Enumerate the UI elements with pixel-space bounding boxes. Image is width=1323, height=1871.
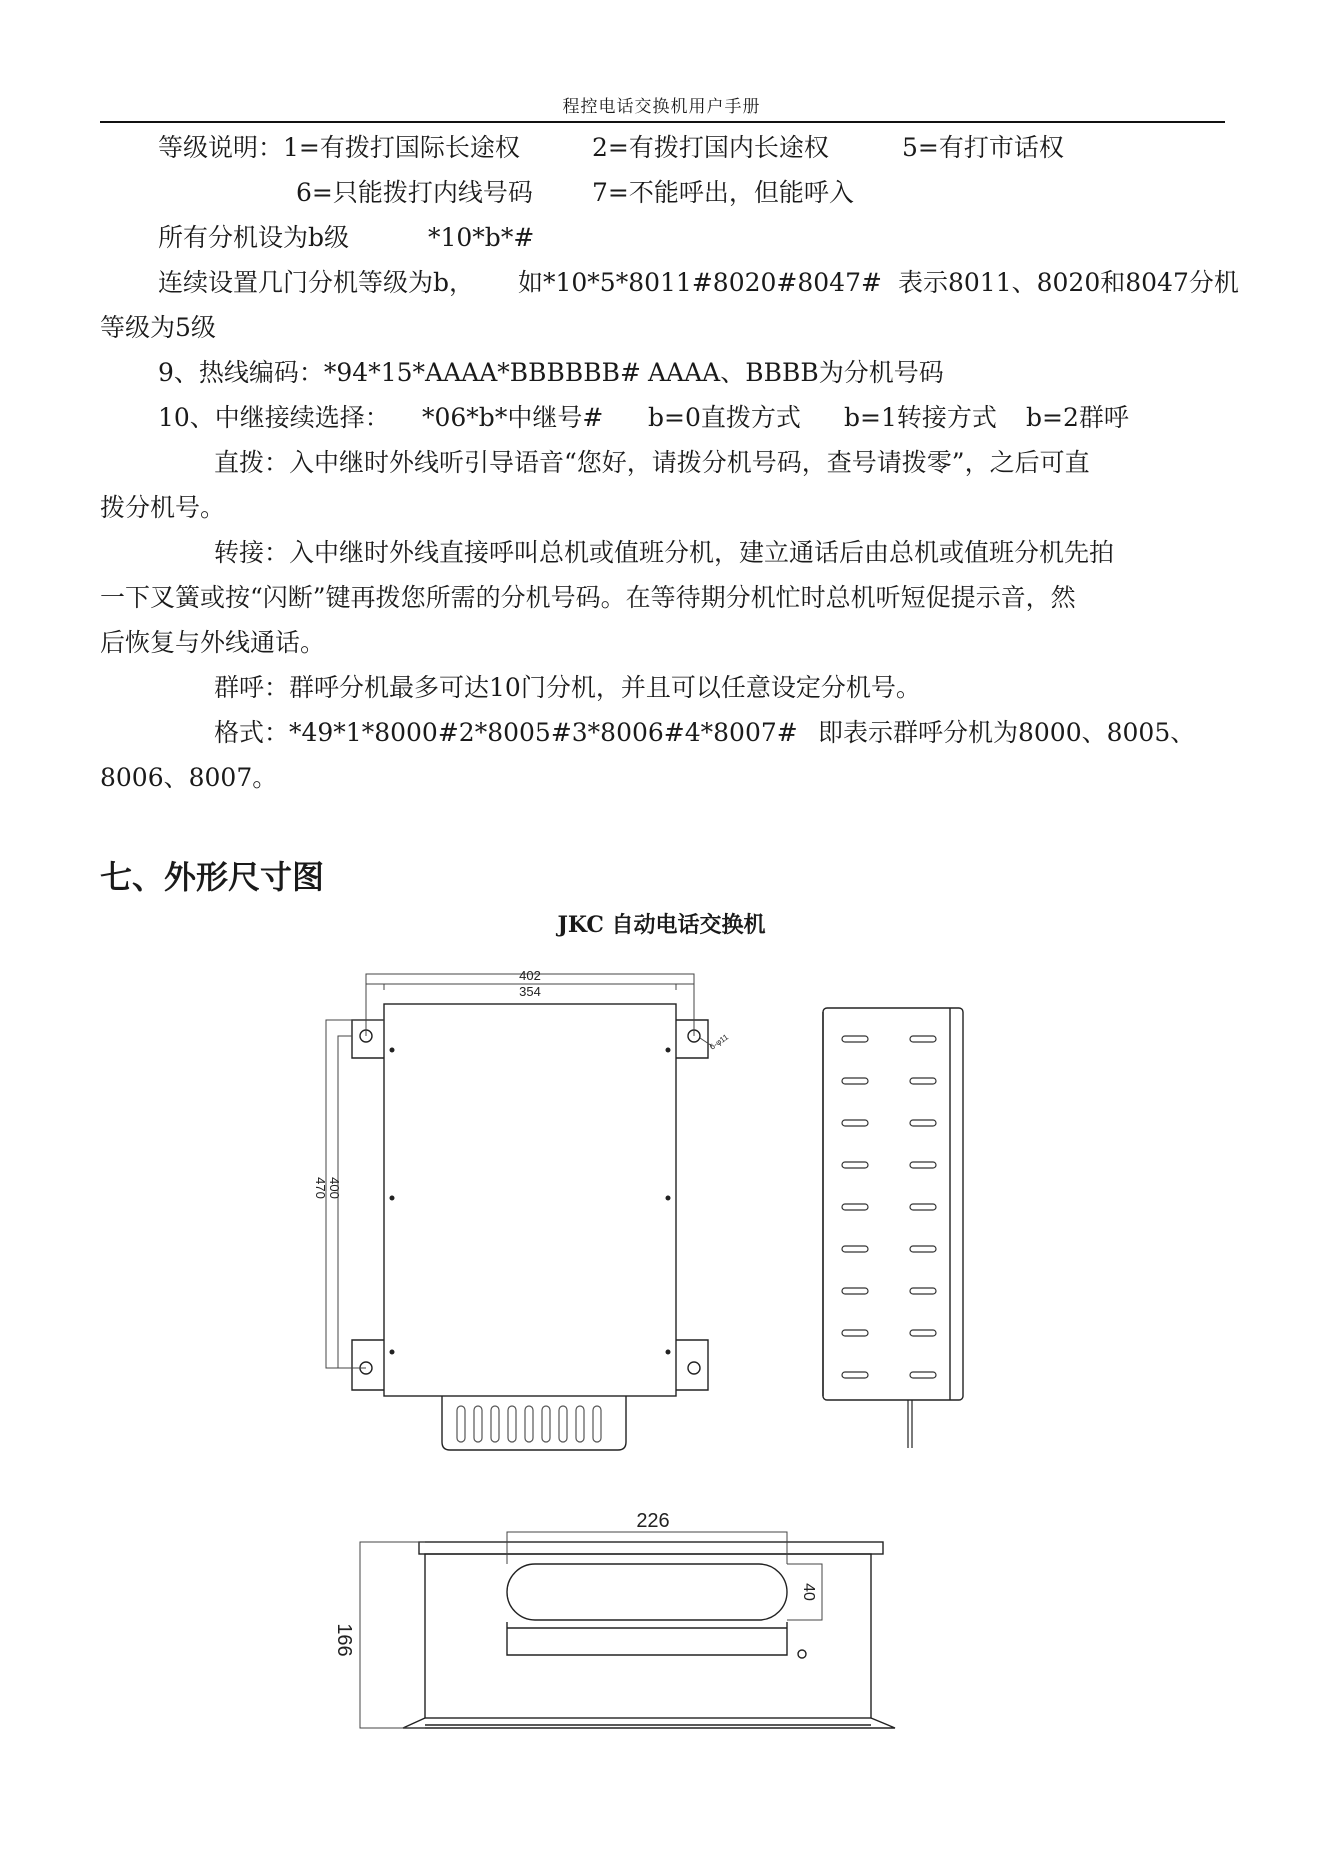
body-text: *06*b*中继号#	[422, 403, 604, 432]
body-text: 转接：入中继时外线直接呼叫总机或值班分机，建立通话后由总机或值班分机先拍	[214, 538, 1115, 567]
dimension-354: 354	[519, 984, 541, 999]
dimension-166: 166	[333, 1623, 355, 1657]
body-text: *10*b*#	[428, 223, 535, 252]
body-text: 直拨：入中继时外线听引导语音“您好，请拨分机号码，查号请拨零”，之后可直	[214, 448, 1090, 477]
body-text: 10、中继接续选择：	[158, 403, 390, 432]
bottom-view-drawing	[330, 1490, 910, 1740]
body-text: 所有分机设为b级	[158, 223, 350, 252]
body-text: 6=只能拨打内线号码	[296, 178, 533, 207]
body-text: 群呼：群呼分机最多可达10门分机，并且可以任意设定分机号。	[214, 673, 921, 702]
body-text: 后恢复与外线通话。	[100, 628, 326, 657]
body-text: AAAA、BBBB为分机号码	[648, 358, 944, 387]
dimension-40: 40	[800, 1583, 817, 1601]
dimension-hole: 6-φ11	[707, 1032, 731, 1052]
body-text: 7=不能呼出，但能呼入	[592, 178, 854, 207]
dimension-402: 402	[519, 968, 541, 983]
body-text: 等级为5级	[100, 313, 216, 342]
body-text: 一下叉簧或按“闪断”键再拨您所需的分机号码。在等待期分机忙时总机听短促提示音，然	[100, 583, 1076, 612]
dimension-400: 400	[327, 1177, 342, 1199]
body-text: 2=有拨打国内长途权	[592, 133, 829, 162]
body-text: 即表示群呼分机为8000、8005、	[818, 718, 1196, 747]
body-text: 等级说明：1=有拨打国际长途权	[158, 133, 520, 162]
section-title: 七、外形尺寸图	[100, 858, 325, 896]
header-rule	[100, 121, 1225, 123]
dimension-470: 470	[313, 1177, 328, 1199]
body-text: 9、热线编码：*94*15*AAAA*BBBBBB#	[158, 358, 641, 387]
side-view-drawing	[810, 990, 990, 1460]
page-header-title: 程控电话交换机用户手册	[562, 97, 761, 117]
body-text: 连续设置几门分机等级为b，	[158, 268, 475, 297]
body-text: 5=有打市话权	[902, 133, 1064, 162]
body-text: 8006、8007。	[100, 763, 278, 792]
body-text: 如*10*5*8011#8020#8047#	[518, 268, 882, 297]
dimension-226: 226	[636, 1510, 670, 1532]
figure-title: JKC 自动电话交换机	[557, 912, 766, 938]
body-text: 拨分机号。	[100, 493, 226, 522]
body-text: 表示8011、8020和8047分机	[898, 268, 1239, 297]
body-text: b=2群呼	[1026, 403, 1129, 432]
body-text: 格式：*49*1*8000#2*8005#3*8006#4*8007#	[214, 718, 798, 747]
body-text: b=0直拨方式	[648, 403, 801, 432]
body-text: b=1转接方式	[844, 403, 997, 432]
